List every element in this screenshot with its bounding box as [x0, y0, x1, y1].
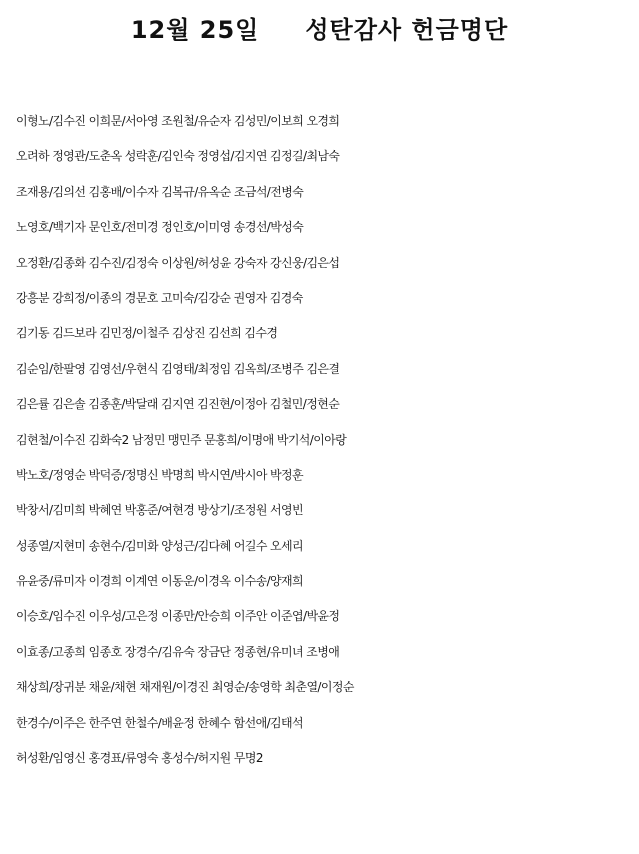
donor-line: 채상희/장귀분 채윤/채현 채재원/이경진 최영순/송영학 최춘열/이정순 [16, 680, 354, 695]
donor-line: 노영호/백기자 문인호/전미경 정인호/이미영 송경선/박성숙 [16, 220, 304, 235]
donor-line: 김순임/한팔영 김영선/우현식 김영태/최정임 김옥희/조병주 김은결 [16, 361, 340, 376]
donor-line: 박노호/정영순 박덕증/정명신 박명희 박시연/박시아 박정훈 [16, 467, 303, 482]
title-text: 성탄감사 헌금명단 [305, 16, 509, 44]
donor-line: 오려하 정영관/도춘옥 성락훈/김인숙 정영섭/김지연 김정길/최남숙 [16, 149, 340, 164]
page-title [0, 10, 639, 45]
donor-line: 성종열/지현미 송현수/김미화 양성근/김다혜 어길수 오세리 [16, 538, 303, 553]
donor-list [16, 104, 636, 776]
donor-line: 강흥분 강희정/이종의 경문호 고미숙/김강순 권영자 김경숙 [16, 290, 303, 305]
donor-line: 김현철/이수진 김화숙2 남정민 맹민주 문홍희/이명애 박기석/이아랑 [16, 432, 347, 447]
donor-line: 김은률 김은솔 김종훈/박달래 김지연 김진현/이정아 김철민/정현순 [16, 397, 340, 412]
donor-line: 김기동 김드보라 김민정/이철주 김상진 김선희 김수경 [16, 326, 278, 341]
donor-line: 유윤중/류미자 이경희 이계연 이동운/이경옥 이수송/양재희 [16, 574, 303, 589]
donor-line: 이승호/임수진 이우성/고은정 이종만/안승희 이주안 이준엽/박윤정 [16, 609, 340, 624]
donor-line: 한경수/이주은 한주연 한철수/배윤정 한혜수 함선애/김태석 [16, 715, 303, 730]
donor-line: 오정환/김종화 김수진/김정숙 이상원/허성윤 강숙자 강신웅/김은섭 [16, 255, 340, 270]
title-date: 12월 25일 [130, 16, 260, 44]
donor-line: 허성환/임영신 홍경표/류영숙 홍성수/허지원 무명2 [16, 751, 263, 766]
donor-line: 이형노/김수진 이희문/서아영 조원철/유순자 김성민/이보희 오경희 [16, 114, 340, 128]
donor-line: 박창서/김미희 박혜연 박홍준/여현경 방상기/조정원 서영빈 [16, 503, 303, 518]
donor-line: 이효종/고종희 임종호 장경수/김유숙 장금단 정종현/유미녀 조병애 [16, 644, 340, 659]
donor-line: 조재용/김의선 김홍배/이수자 김복규/유옥순 조금석/전병숙 [16, 184, 304, 199]
